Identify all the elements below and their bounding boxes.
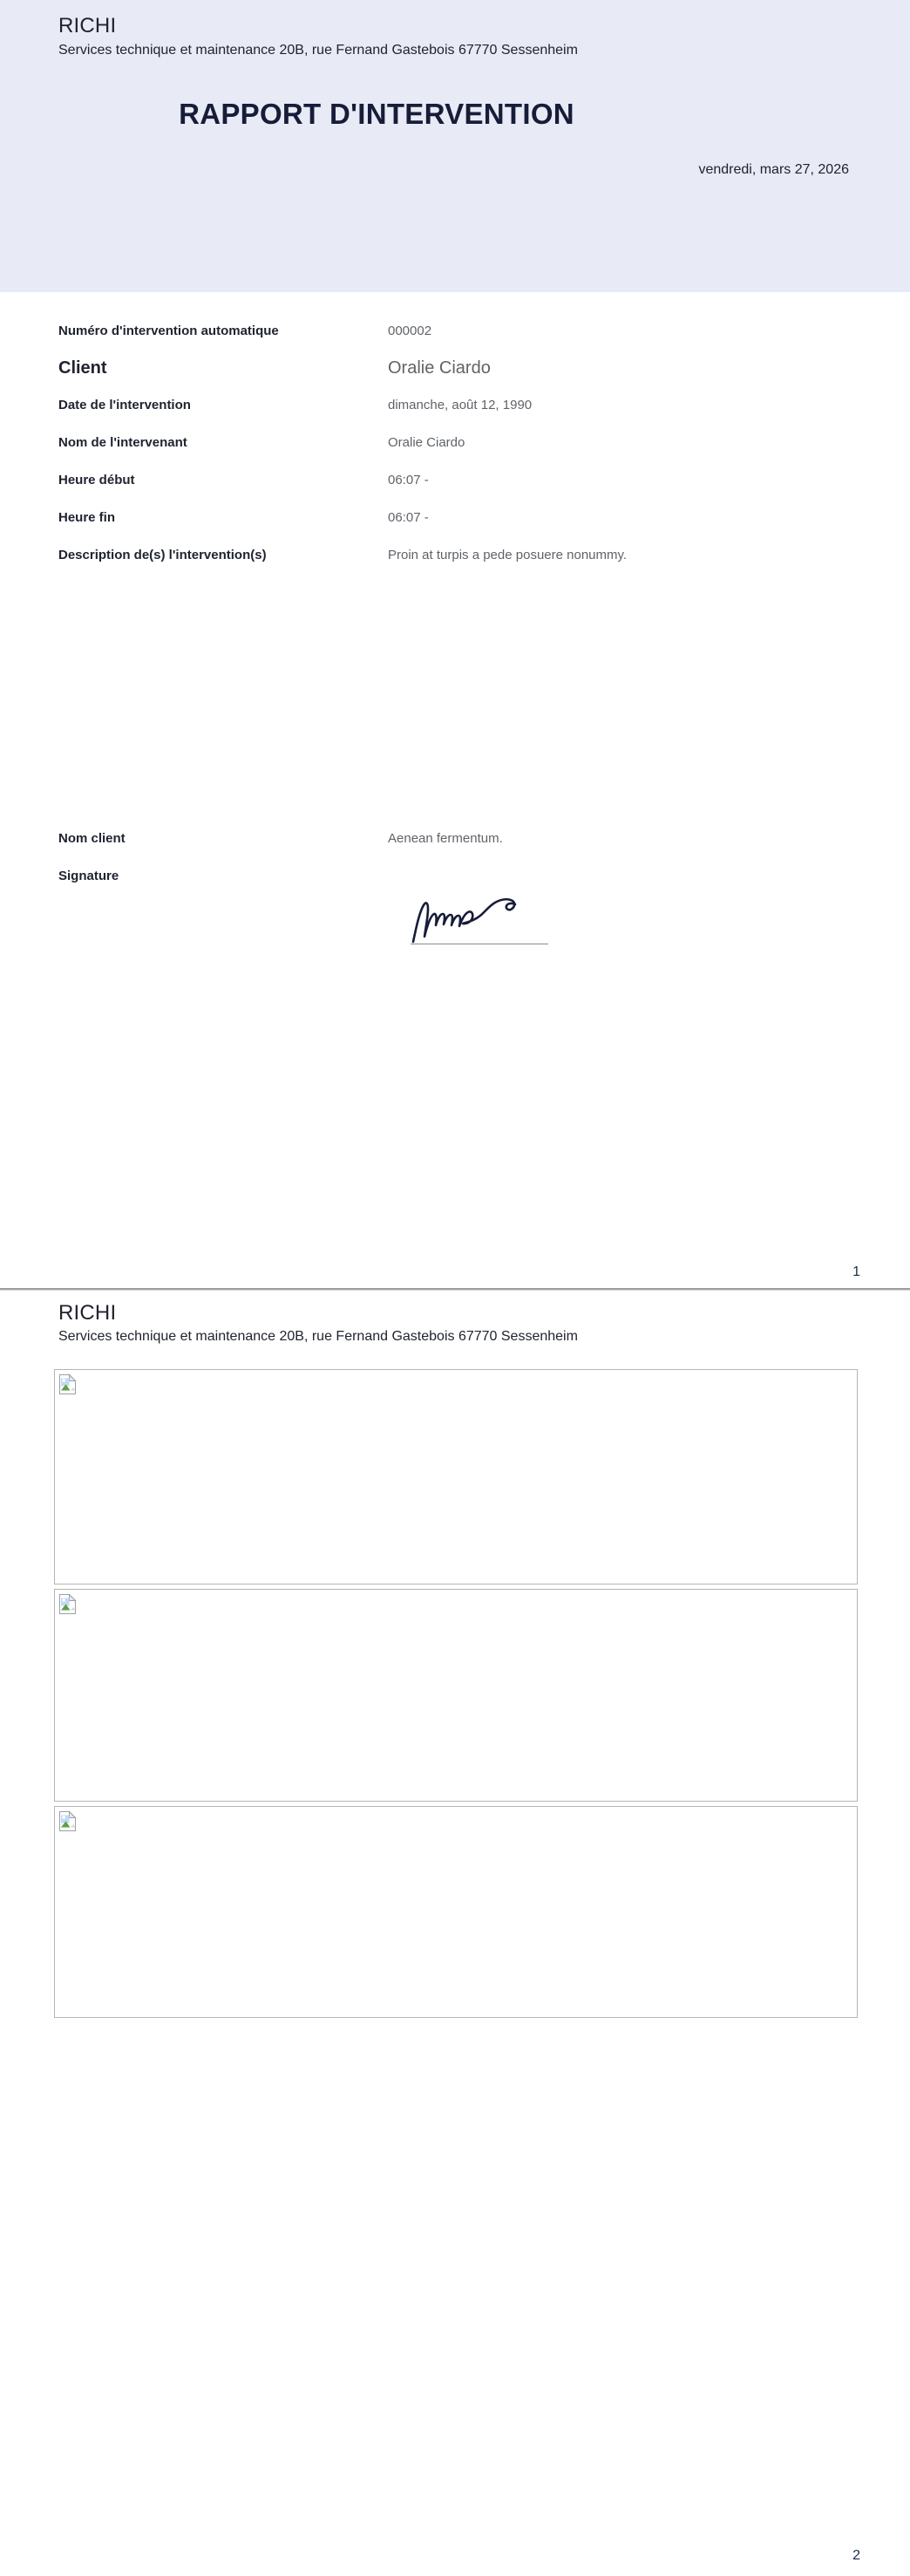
field-value: Oralie Ciardo [388,435,465,450]
photo-placeholder-3 [54,1806,858,2018]
field-row-end-time [58,510,866,526]
field-value: Proin at turpis a pede posuere nonummy. [388,548,628,562]
company-name-page2: RICHI [58,1301,117,1325]
field-label: Nom client [58,831,126,846]
field-value: 06:07 - [388,510,429,525]
field-label: Heure fin [58,510,116,525]
page1-header-band [0,0,910,292]
company-address: Services technique et maintenance 20B, rue Fernand Gastebois 67770 Sessenheim [58,43,578,58]
photo-placeholder-2 [54,1589,858,1802]
field-value: dimanche, août 12, 1990 [388,398,533,412]
page1-number: 1 [852,1264,860,1279]
report-title: RAPPORT D'INTERVENTION [179,98,574,130]
company-address-page2: Services technique et maintenance 20B, rue Fernand Gastebois 67770 Sessenheim [58,1329,578,1344]
photo-placeholder-1 [54,1369,858,1584]
field-row-client [58,358,866,378]
broken-image-icon [58,1810,77,1832]
field-label: Numéro d'intervention automatique [58,324,279,338]
field-value: 06:07 - [388,473,429,487]
report-date: vendredi, mars 27, 2026 [698,162,849,177]
field-value: 000002 [388,324,432,338]
handwritten-signature-icon [411,891,548,945]
field-label: Description de(s) l'intervention(s) [58,548,267,562]
field-row-client-name [58,831,866,847]
field-label: Client [58,358,107,378]
field-row-intervention-number [58,324,866,339]
field-label: Nom de l'intervenant [58,435,187,450]
field-label: Date de l'intervention [58,398,191,412]
field-row-signature [58,869,866,884]
company-name: RICHI [58,14,117,37]
field-row-description [58,548,866,563]
field-value: Aenean fermentum. [388,831,503,846]
field-value: Oralie Ciardo [388,358,491,378]
field-row-start-time [58,473,866,488]
page-divider-line [0,1288,910,1291]
broken-image-icon [58,1593,77,1615]
field-label: Heure début [58,473,135,487]
field-label: Signature [58,869,119,883]
broken-image-icon [58,1373,77,1395]
field-row-intervention-date [58,398,866,413]
field-row-technician-name [58,435,866,451]
page2-number: 2 [852,2548,860,2563]
signature-area [411,889,548,944]
